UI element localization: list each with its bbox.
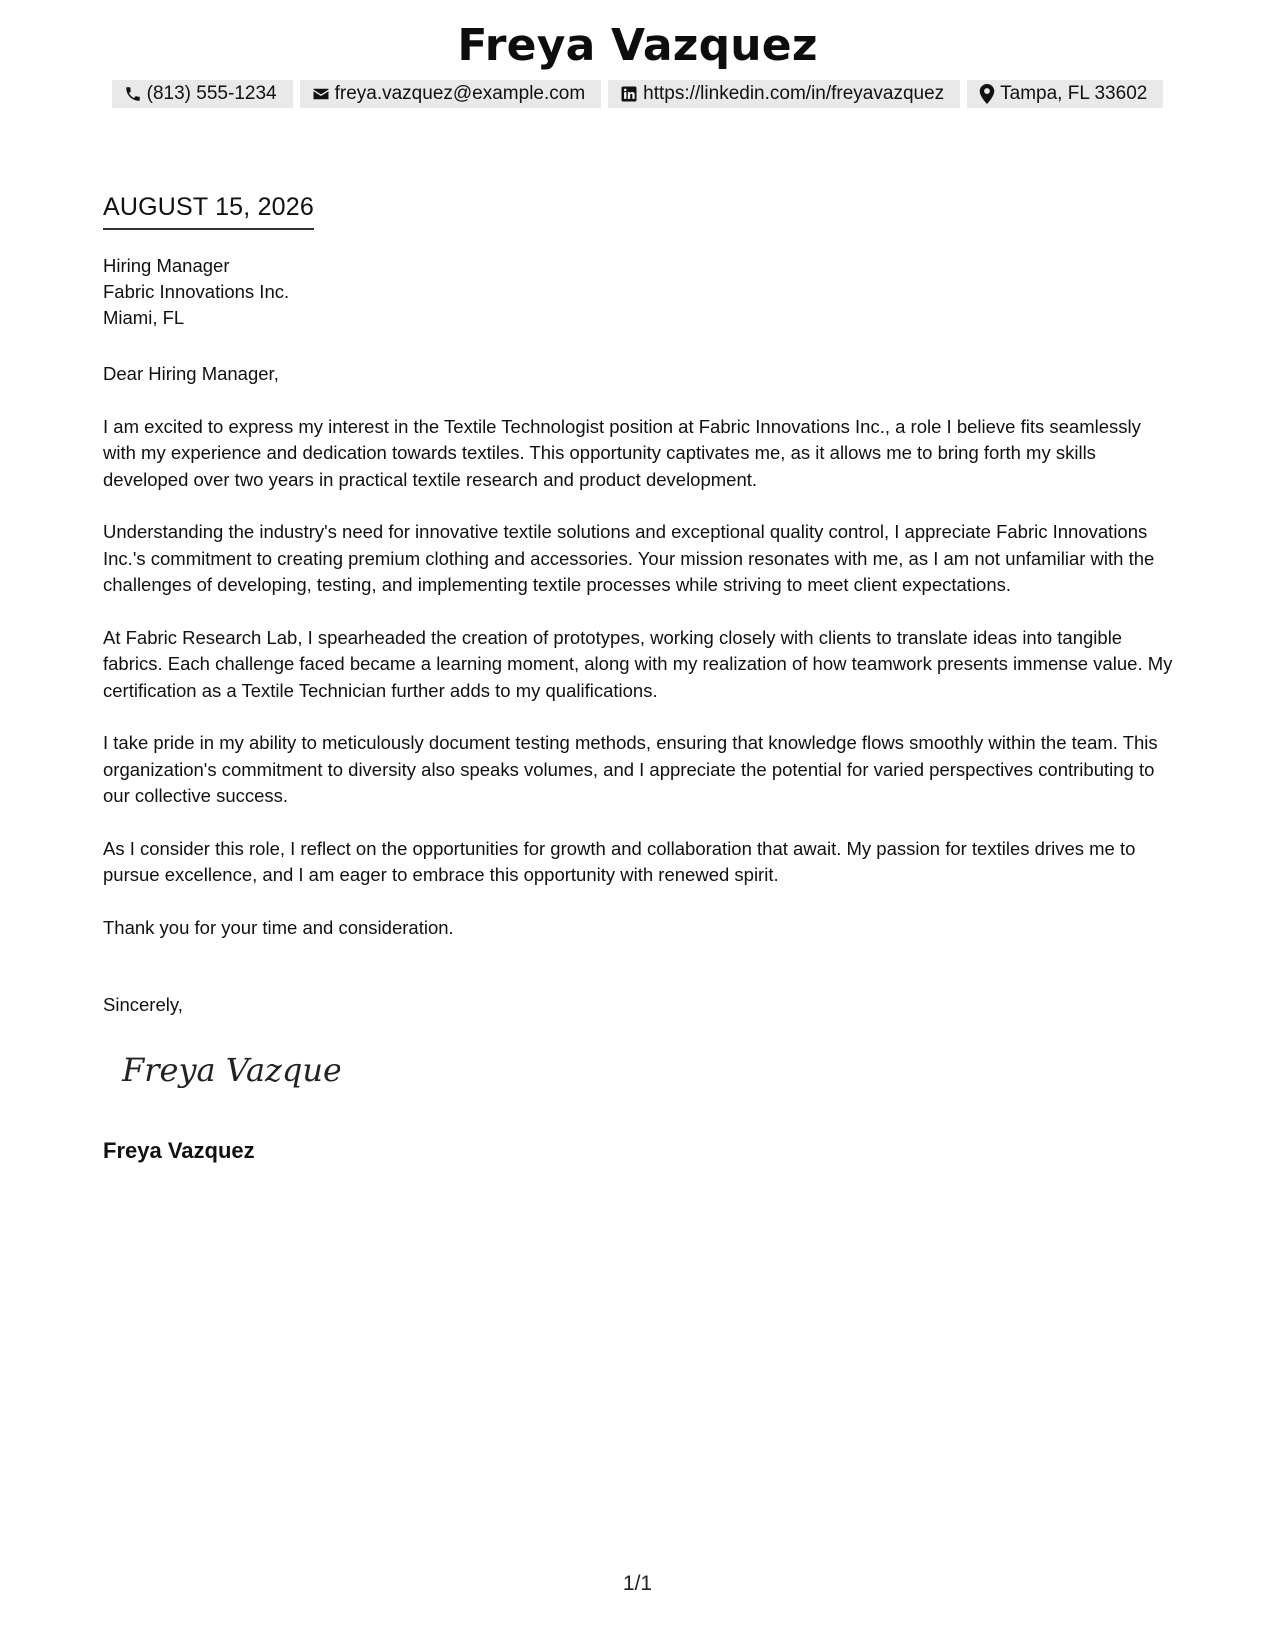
closing: Sincerely, [103, 994, 183, 1015]
linkedin-text: https://linkedin.com/in/freyavazquez [643, 83, 945, 104]
body-paragraph: I take pride in my ability to meticulously document testing methods, ensuring that knowledge flows smoothly within the team. This organization's commitment to diversity also speaks volumes, and I appreciate the potential for varied perspectives contributing to our collective success. [103, 732, 1158, 806]
linkedin-icon [620, 85, 638, 103]
recipient-location: Miami, FL [103, 307, 185, 328]
email-text: freya.vazquez@example.com [334, 83, 586, 104]
recipient-company: Fabric Innovations Inc. [103, 281, 290, 302]
map-pin-icon [979, 84, 995, 104]
location-text: Tampa, FL 33602 [1000, 83, 1148, 104]
contact-phone [112, 80, 293, 108]
phone-icon [124, 85, 142, 103]
handwritten-signature [120, 1045, 340, 1100]
body-paragraph: I am excited to express my interest in the Textile Technologist position at Fabric Innovations Inc., a role I believe fits seamlessly with my experience and dedication towards textiles. This opportunity captivates me, as it allows me to bring forth my skills developed over two years in practical textile research and product development. [103, 415, 1141, 490]
applicant-name: Freya Vazquez [457, 20, 818, 71]
page-indicator: 1/1 [622, 1572, 653, 1595]
salutation: Dear Hiring Manager, [103, 363, 279, 384]
envelope-icon [312, 85, 330, 103]
letter-date: AUGUST 15, 2026 [103, 193, 314, 230]
body-paragraph: Understanding the industry's need for innovative textile solutions and exceptional quality control, I appreciate Fabric Innovations Inc.'s commitment to creating premium clothing and accessories. Your mission resonates with me, as I am not unfamiliar with the challenges of developing, testing, and implementing textile processes while striving to meet client expectations. [103, 521, 1155, 595]
body-paragraph: At Fabric Research Lab, I spearheaded the creation of prototypes, working closely with clients to translate ideas into tangible fabrics. Each challenge faced became a learning moment, along with my realization of how teamwork presents immense value. My certification as a Textile Technician further adds to my qualifications. [103, 626, 1173, 701]
contact-email [300, 80, 602, 108]
signature-script: Freya Vazquez [122, 1051, 340, 1089]
body-paragraph: Thank you for your time and consideration. [103, 916, 454, 938]
recipient-block [103, 253, 289, 331]
signer-name: Freya Vazquez [103, 1138, 255, 1163]
contact-bar [0, 80, 1275, 108]
phone-text: (813) 555-1234 [146, 83, 277, 104]
body-paragraph: As I consider this role, I reflect on the opportunities for growth and collaboration that await. My passion for textiles drives me to pursue excellence, and I am eager to embrace this opportunity with renewed spirit. [103, 837, 1136, 885]
contact-linkedin [608, 80, 960, 108]
recipient-title: Hiring Manager [103, 255, 230, 276]
contact-location [967, 80, 1163, 108]
letter-body [103, 361, 1178, 967]
